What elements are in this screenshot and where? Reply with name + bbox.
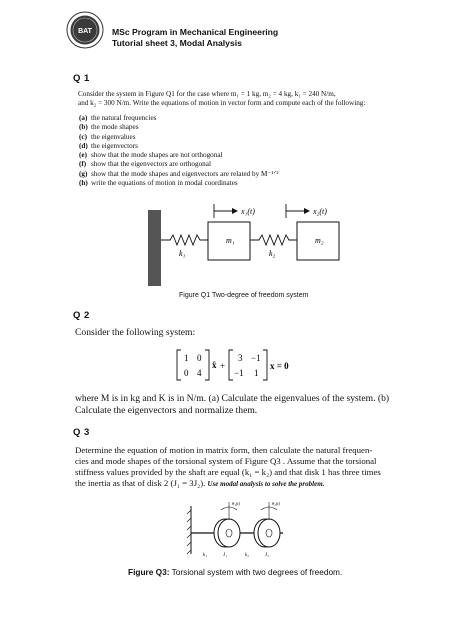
q2-heading: Q 2 <box>73 310 90 321</box>
k1-label: k₁ <box>203 553 207 558</box>
q3-line2: cies and mode shapes of the torsional system of Figure Q3 . Assume that the torsional <box>75 456 377 466</box>
matrix-m-cell: 1 <box>184 353 189 363</box>
course-title: MSc Program in Mechanical Engineering <box>112 27 279 37</box>
q2-body-line1: where M is in kg and K is in N/m. (a) Calculate the eigenvalues of the system. (b) <box>75 393 390 404</box>
q3-caption-text: Torsional system with two degrees of freedom. <box>169 567 343 577</box>
list-item <box>79 151 399 160</box>
list-item <box>79 160 399 169</box>
spring-k2 <box>250 235 297 245</box>
matrix-m-cell: 0 <box>197 353 202 363</box>
q3-line4-text: the inertia as that of disk 2 (J₁ = 3J₂). <box>75 478 206 488</box>
equation-tail: x = 0 <box>270 361 289 371</box>
j2-label: J₂ <box>265 553 269 558</box>
q3-instruction: Use modal analysis to solve the problem. <box>207 480 325 488</box>
logo-text: BAT <box>78 28 92 35</box>
item-label: (d) <box>79 141 88 150</box>
matrix-m-cell: 0 <box>184 368 189 378</box>
sheet-title: Tutorial sheet 3, Modal Analysis <box>112 38 242 48</box>
theta1-label: θ₁(t) <box>232 501 241 506</box>
q1-intro-line1: Consider the system in Figure Q1 for the case where m₁ = 1 kg, m₂ = 4 kg, k₁ = 240 N/m, <box>78 90 336 98</box>
item-label: (b) <box>79 123 88 132</box>
q1-heading: Q 1 <box>73 73 90 84</box>
q2-intro: Consider the following system: <box>75 327 196 338</box>
q3-heading: Q 3 <box>73 427 90 438</box>
k2-label: k₂ <box>269 249 276 258</box>
j1-label: J₁ <box>223 553 227 558</box>
q1-figure <box>140 198 350 288</box>
matrix-k-cell: −1 <box>234 368 244 378</box>
matrix-k-cell: 3 <box>238 353 243 363</box>
x1-label: x₁(t) <box>241 207 255 216</box>
plus-symbol: + <box>220 361 226 371</box>
q3-line4 <box>75 478 435 490</box>
theta2-label: θ₂(t) <box>272 501 281 506</box>
q3-line1: Determine the equation of motion in matrix form, then calculate the natural frequen- <box>75 445 373 455</box>
list-item <box>79 179 399 188</box>
matrix-k-cell: −1 <box>251 353 261 363</box>
q1-task-list <box>79 114 399 188</box>
q3-body <box>75 445 435 490</box>
matrix-m-cell: 4 <box>197 368 202 378</box>
item-text: the eigenvectors <box>91 141 138 150</box>
item-text: show that the eigenvectors are orthogonal <box>91 160 211 169</box>
xddot-symbol: ẍ <box>212 360 217 370</box>
q3-figure-caption <box>128 567 342 577</box>
q3-caption-label: Figure Q3: <box>128 567 170 577</box>
fixed-wall <box>148 210 161 286</box>
list-item <box>79 114 399 123</box>
list-item <box>79 142 399 151</box>
m1-label: m₁ <box>226 236 235 245</box>
item-label: (f) <box>79 160 87 169</box>
spring-k1 <box>161 235 208 245</box>
item-label: (c) <box>79 132 87 141</box>
item-label: (e) <box>79 151 87 160</box>
arrow-right-icon <box>304 208 310 214</box>
item-text: write the equations of motion in modal coordinates <box>91 179 238 188</box>
q2-equation <box>175 346 305 386</box>
q1-intro-line2: and k₂ = 300 N/m. Write the equations of motion in vector form and compute each of the following: <box>78 99 366 108</box>
q3-figure <box>183 498 295 560</box>
m2-label: m₂ <box>315 236 324 245</box>
list-item <box>79 170 399 179</box>
q2-body <box>75 393 435 416</box>
item-label: (a) <box>79 114 88 122</box>
university-logo <box>66 11 104 49</box>
k2-label: k₂ <box>245 553 249 558</box>
list-item <box>79 133 399 142</box>
k1-label: k₁ <box>179 249 186 258</box>
item-text: show that the mode shapes are not orthogonal <box>91 151 223 160</box>
q1-figure-caption: Figure Q1 Two-degree of freedom system <box>179 292 309 299</box>
item-text: the natural frequencies <box>91 114 157 122</box>
item-text: show that the mode shapes and eigenvectors are related by M⁻¹ᐟ² <box>91 169 279 178</box>
list-item <box>79 123 399 132</box>
item-text: the eigenvalues <box>91 132 136 141</box>
x2-label: x₂(t) <box>313 207 327 216</box>
item-label: (g) <box>79 169 88 178</box>
item-text: the mode shapes <box>91 123 139 132</box>
q2-body-line2: Calculate the eigenvectors and normalize them. <box>75 404 258 416</box>
item-label: (h) <box>79 179 88 188</box>
arrow-right-icon <box>232 208 238 214</box>
matrix-k-cell: 1 <box>254 368 259 378</box>
q3-line3: stiffness values provided by the shaft are equal (k₁ = k₂) and that disk 1 has three times <box>75 467 381 477</box>
q1-intro <box>78 90 418 109</box>
